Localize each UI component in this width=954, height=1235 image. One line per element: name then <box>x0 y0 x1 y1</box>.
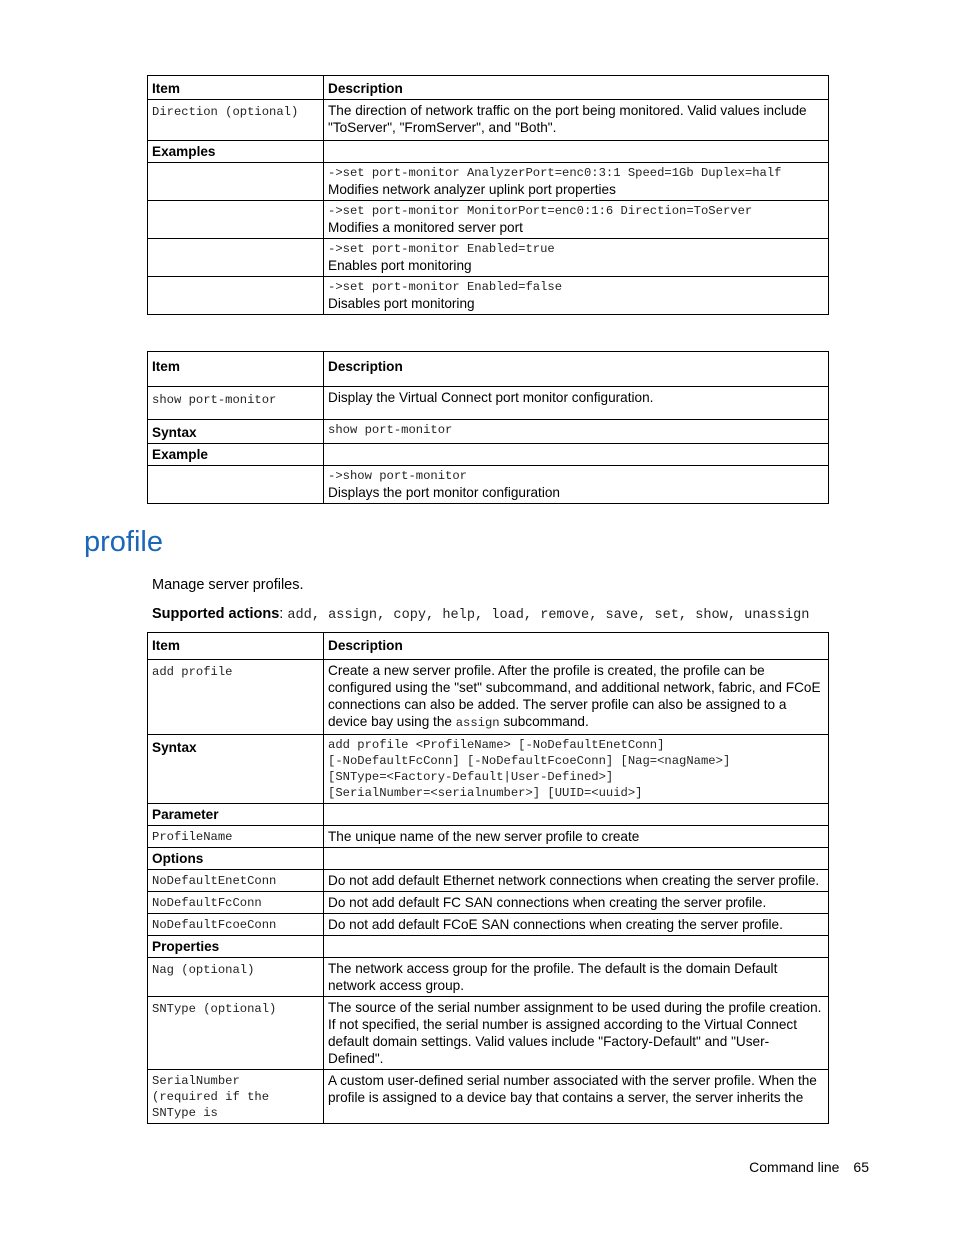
syntax-command: show port-monitor <box>324 420 829 444</box>
table-row <box>148 870 829 892</box>
header-item: Item <box>148 76 324 100</box>
desc-show-port-monitor: Display the Virtual Connect port monitor configuration. <box>324 387 829 420</box>
example-cell <box>324 239 829 277</box>
table-row <box>148 100 829 141</box>
header-description: Description <box>324 352 829 387</box>
section-title: profile <box>84 526 163 558</box>
table-row <box>148 958 829 997</box>
section-row-examples <box>148 141 829 163</box>
supported-actions-list: add, assign, copy, help, load, remove, save, set, show, unassign <box>287 608 810 623</box>
page-footer <box>749 1159 869 1175</box>
parameter-label: Parameter <box>148 804 324 826</box>
item-property: SerialNumber (required if the SNType is <box>148 1070 324 1124</box>
profile-add-table <box>147 632 829 1124</box>
table-row <box>148 660 829 735</box>
header-description: Description <box>324 76 829 100</box>
item-direction: Direction (optional) <box>148 100 324 141</box>
item-option: NoDefaultFcoeConn <box>148 914 324 936</box>
item-property: SNType (optional) <box>148 997 324 1070</box>
examples-label: Examples <box>148 141 324 163</box>
item-profile-name: ProfileName <box>148 826 324 848</box>
table-row <box>148 466 829 504</box>
section-row-options <box>148 848 829 870</box>
table-row <box>148 387 829 420</box>
desc-option: Do not add default Ethernet network connections when creating the server profile. <box>324 870 829 892</box>
example-description: Displays the port monitor configuration <box>328 485 560 500</box>
section-row-syntax <box>148 420 829 444</box>
item-option: NoDefaultEnetConn <box>148 870 324 892</box>
desc-option: Do not add default FCoE SAN connections when creating the server profile. <box>324 914 829 936</box>
desc-property: The source of the serial number assignment to be used during the profile creation. If not specified, the serial number is assigned according to the Virtual Connect default domain settings. Valid values include "Factory-Default" and "User-Defined". <box>324 997 829 1070</box>
options-label: Options <box>148 848 324 870</box>
example-label: Example <box>148 444 324 466</box>
desc-profile-name: The unique name of the new server profile to create <box>324 826 829 848</box>
port-monitor-show-table <box>147 351 829 504</box>
section-intro: Manage server profiles. <box>152 577 304 593</box>
table-row <box>148 1070 829 1124</box>
example-command: ->set port-monitor Enabled=false <box>328 280 563 294</box>
header-item: Item <box>148 352 324 387</box>
item-show-port-monitor: show port-monitor <box>148 387 324 420</box>
desc-add-profile: Create a new server profile. After the profile is created, the profile can be configured using the "set" subcommand, and additional network, fabric, and FCoE connections can also be added. The server profile can also be assigned to a device bay using the assign subcommand. <box>324 660 829 735</box>
table-row <box>148 826 829 848</box>
desc-option: Do not add default FC SAN connections when creating the server profile. <box>324 892 829 914</box>
table-row <box>148 277 829 315</box>
table-header-row <box>148 352 829 387</box>
table-row <box>148 163 829 201</box>
supported-actions-label: Supported actions <box>152 606 280 622</box>
example-cell <box>324 201 829 239</box>
page-number: 65 <box>853 1159 869 1175</box>
example-command: ->show port-monitor <box>328 469 467 483</box>
item-property: Nag (optional) <box>148 958 324 997</box>
example-description: Modifies network analyzer uplink port properties <box>328 182 616 197</box>
table-row <box>148 892 829 914</box>
port-monitor-set-table <box>147 75 829 315</box>
table-header-row <box>148 76 829 100</box>
section-row-syntax <box>148 735 829 804</box>
table-row <box>148 914 829 936</box>
item-add-profile: add profile <box>148 660 324 735</box>
section-row-parameter <box>148 804 829 826</box>
desc-direction: The direction of network traffic on the port being monitored. Valid values include "ToServer", "FromServer", and "Both". <box>324 100 829 141</box>
example-cell <box>324 277 829 315</box>
section-row-example <box>148 444 829 466</box>
supported-actions: Supported actions: add, assign, copy, help, load, remove, save, set, show, unassign <box>152 606 810 623</box>
header-item: Item <box>148 633 324 660</box>
syntax-label: Syntax <box>148 735 324 804</box>
example-command: ->set port-monitor MonitorPort=enc0:1:6 Direction=ToServer <box>328 204 753 218</box>
desc-property: A custom user-defined serial number associated with the server profile. When the profile is assigned to a device bay that contains a server, the server inherits the <box>324 1070 829 1124</box>
example-cell <box>324 466 829 504</box>
table-row <box>148 997 829 1070</box>
syntax-label: Syntax <box>148 420 324 444</box>
header-description: Description <box>324 633 829 660</box>
table-row <box>148 239 829 277</box>
example-command: ->set port-monitor Enabled=true <box>328 242 555 256</box>
example-cell <box>324 163 829 201</box>
footer-section: Command line <box>749 1159 840 1175</box>
example-description: Disables port monitoring <box>328 296 475 311</box>
syntax-command: add profile <ProfileName> [-NoDefaultEnetConn] [-NoDefaultFcConn] [-NoDefaultFcoeConn] [Nag=<nagName>] [SNType=<Factory-Default|User-Defined>] [SerialNumber=<serialnumber>] [UUID=<uuid>] <box>324 735 829 804</box>
item-option: NoDefaultFcConn <box>148 892 324 914</box>
desc-property: The network access group for the profile. The default is the domain Default network access group. <box>324 958 829 997</box>
example-command: ->set port-monitor AnalyzerPort=enc0:3:1 Speed=1Gb Duplex=half <box>328 166 782 180</box>
example-description: Modifies a monitored server port <box>328 220 523 235</box>
section-row-properties <box>148 936 829 958</box>
example-description: Enables port monitoring <box>328 258 472 273</box>
table-row <box>148 201 829 239</box>
properties-label: Properties <box>148 936 324 958</box>
table-header-row <box>148 633 829 660</box>
